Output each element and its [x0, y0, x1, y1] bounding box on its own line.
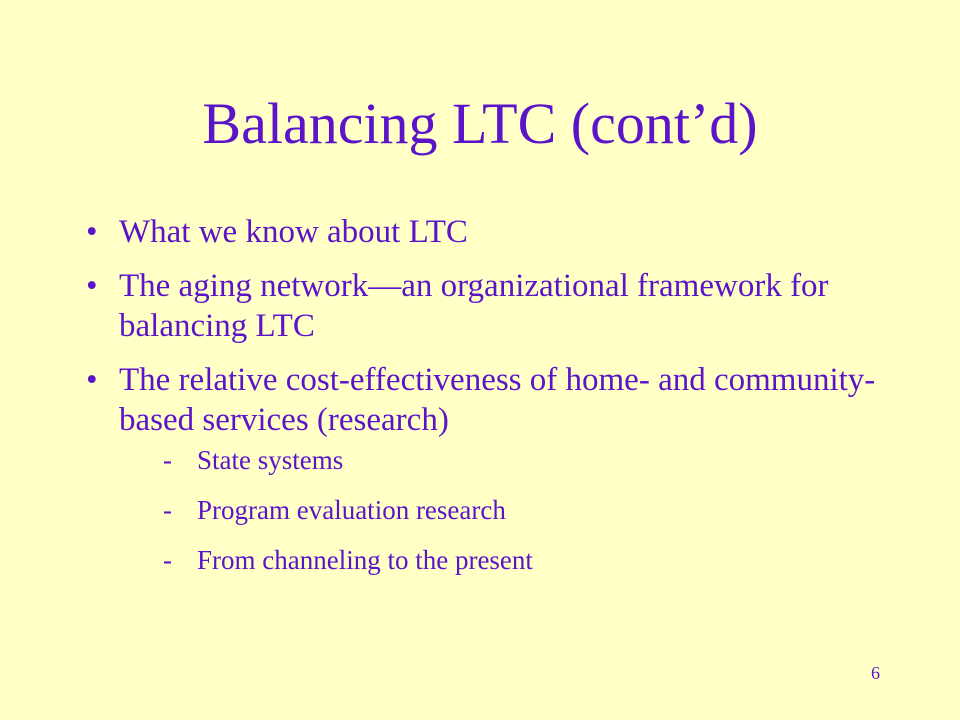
dash-icon: -	[163, 445, 172, 475]
bullet-dot-icon: •	[86, 214, 98, 250]
slide-title: Balancing LTC (cont’d)	[202, 91, 758, 156]
dash-icon: -	[163, 495, 172, 525]
bullet-list	[86, 212, 906, 594]
sub-bullet-text: From channeling to the present	[197, 545, 533, 575]
sub-bullet-text: Program evaluation research	[197, 495, 506, 525]
sub-bullet-text: State systems	[197, 445, 344, 475]
bullet-item	[86, 360, 906, 576]
dash-icon: -	[163, 545, 172, 575]
slide-number: 6	[871, 663, 880, 683]
bullet-dot-icon: •	[86, 362, 98, 398]
bullet-item	[86, 266, 906, 346]
sub-bullet-item	[163, 494, 906, 526]
sub-bullet-list	[119, 444, 906, 576]
bullet-dot-icon: •	[86, 268, 98, 304]
bullet-text: What we know about LTC	[119, 214, 468, 250]
bullet-text: The relative cost-effectiveness of home- and community-based services (research)	[119, 362, 876, 438]
sub-bullet-item	[163, 544, 906, 576]
sub-bullet-item	[163, 444, 906, 476]
bullet-text: The aging network—an organizational framework for balancing LTC	[119, 268, 829, 344]
bullet-item	[86, 212, 906, 252]
